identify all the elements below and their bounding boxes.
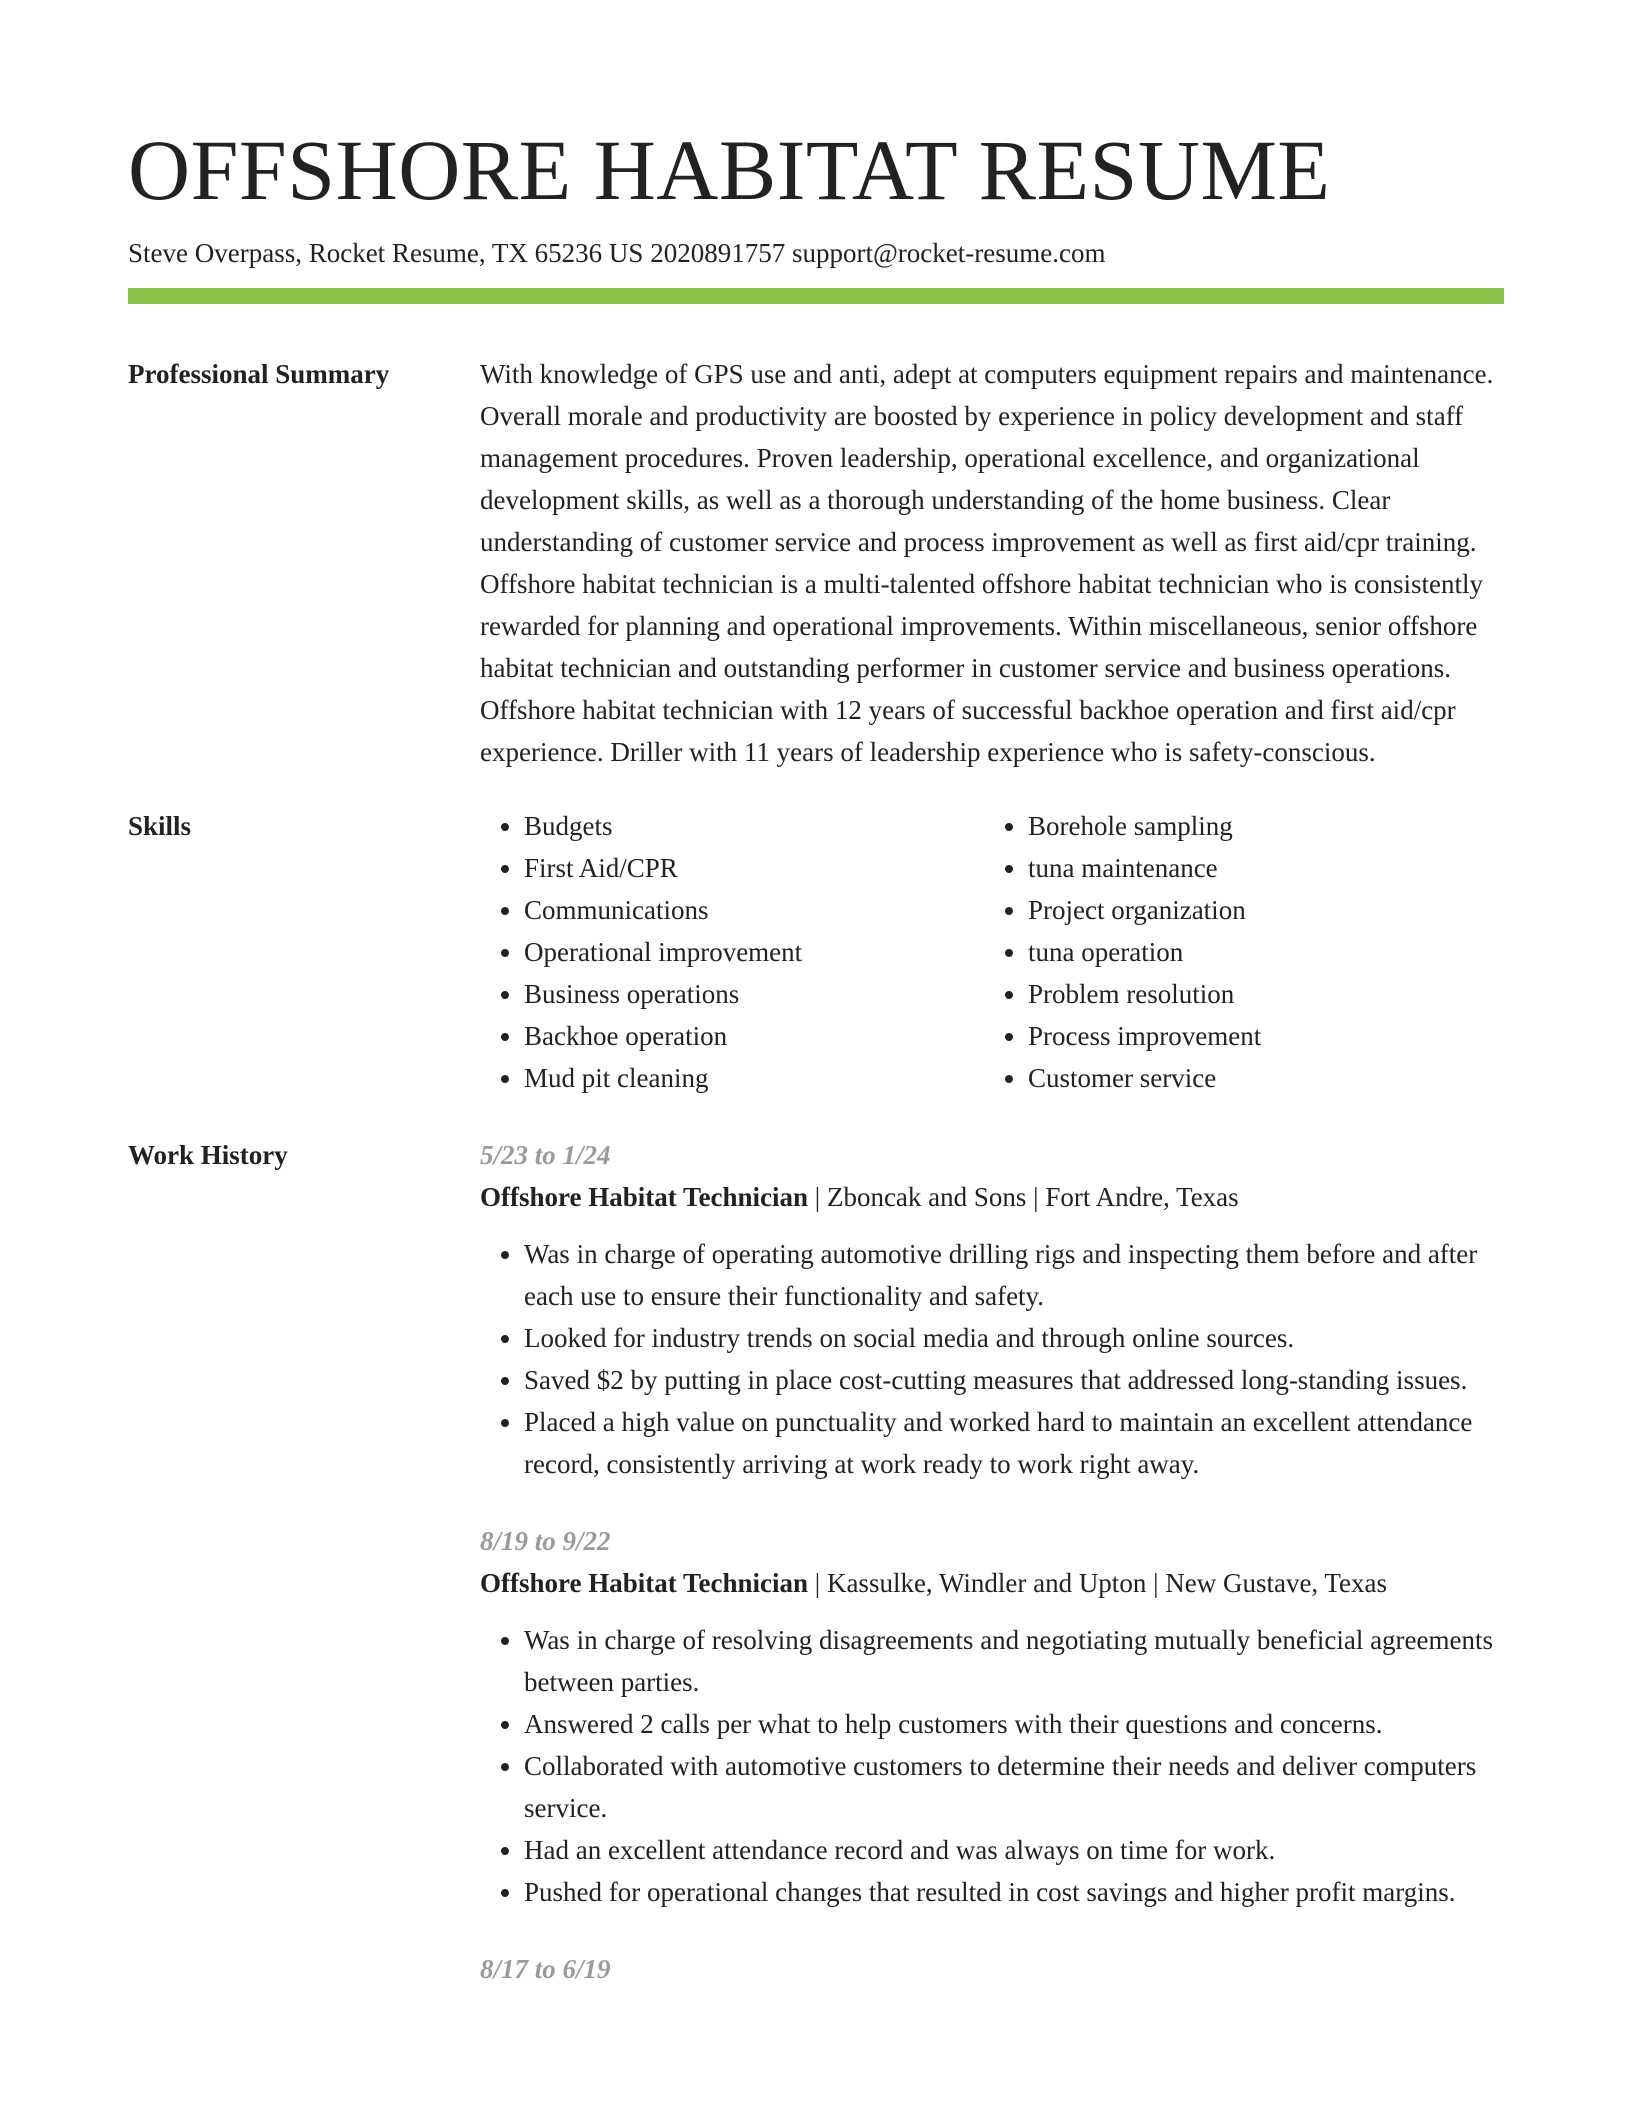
job-duties — [480, 1619, 1504, 1913]
skill-item: • Operational improvement — [524, 931, 984, 973]
skill-item: • Business operations — [524, 973, 984, 1015]
job-separator: | — [1026, 1182, 1046, 1212]
job-duty: • Collaborated with automotive customers to determine their needs and deliver computers service. — [524, 1745, 1504, 1829]
job-title: Offshore Habitat Technician — [480, 1182, 809, 1212]
job-company: Zboncak and Sons — [826, 1182, 1027, 1212]
skill-item: • Project organization — [1028, 889, 1488, 931]
job-duty: • Answered 2 calls per what to help customers with their questions and concerns. — [524, 1703, 1504, 1745]
skill-item: • Problem resolution — [1028, 973, 1488, 1015]
job-separator: | — [808, 1568, 827, 1598]
job-location: Fort Andre, Texas — [1045, 1182, 1239, 1212]
summary-text: With knowledge of GPS use and anti, adept at computers equipment repairs and maintenance. Overall morale and productivity are boosted by experience in policy development and staff management procedures. Proven leadership, operational excellence, and organizational development skills, as well as a thorough understanding of the home business. Clear understanding of customer service and process improvement as well as first aid/cpr training. Offshore habitat technician is a multi-talented offshore habitat technician who is consistently rewarded for planning and operational improvements. Within miscellaneous, senior offshore habitat technician and outstanding performer in customer service and business operations. Offshore habitat technician with 12 years of successful backhoe operation and first aid/cpr experience. Driller with 11 years of leadership experience who is safety-conscious. — [480, 359, 1494, 767]
skill-item: • Borehole sampling — [1028, 805, 1488, 847]
skill-item: • Mud pit cleaning — [524, 1057, 984, 1099]
section-label-summary: Professional Summary — [128, 359, 390, 389]
work-history-section — [128, 1134, 1504, 2025]
resume-page — [128, 118, 1504, 2025]
job-dates: 8/17 to 6/19 — [480, 1954, 611, 1984]
skill-item: • Process improvement — [1028, 1015, 1488, 1057]
job-separator: | — [1146, 1568, 1166, 1598]
job-duty: • Pushed for operational changes that resulted in cost savings and higher profit margins. — [524, 1871, 1504, 1913]
job-dates: 8/19 to 9/22 — [480, 1526, 611, 1556]
skill-item: • Customer service — [1028, 1057, 1488, 1099]
skills-section — [128, 805, 1504, 1099]
skill-item: • First Aid/CPR — [524, 847, 984, 889]
section-label-skills: Skills — [128, 811, 192, 841]
job-company: Kassulke, Windler and Upton — [826, 1568, 1147, 1598]
skill-item: • Communications — [524, 889, 984, 931]
job-duty: • Had an excellent attendance record and was always on time for work. — [524, 1829, 1504, 1871]
skill-item: • Budgets — [524, 805, 984, 847]
job-location: New Gustave, Texas — [1165, 1568, 1388, 1598]
contact-line: Steve Overpass, Rocket Resume, TX 65236 US 2020891757 support@rocket-resume.com — [128, 238, 1106, 268]
work-history-list — [480, 1134, 1504, 2025]
job-duty: • Saved $2 by putting in place cost-cutting measures that addressed long-standing issues. — [524, 1359, 1504, 1401]
job-entry — [480, 1948, 1504, 1990]
accent-divider — [128, 288, 1504, 304]
job-heading — [480, 1562, 1504, 1604]
section-label-work: Work History — [128, 1140, 288, 1170]
job-entry — [480, 1134, 1504, 1485]
job-entry — [480, 1520, 1504, 1913]
job-title: Offshore Habitat Technician — [480, 1568, 809, 1598]
skill-item: • tuna operation — [1028, 931, 1488, 973]
job-duty: • Was in charge of resolving disagreements and negotiating mutually beneficial agreements between parties. — [524, 1619, 1504, 1703]
skills-list-left — [480, 805, 984, 1099]
skills-list-right — [984, 805, 1488, 1099]
skill-item: • Backhoe operation — [524, 1015, 984, 1057]
skill-item: • tuna maintenance — [1028, 847, 1488, 889]
job-duty: • Was in charge of operating automotive drilling rigs and inspecting them before and after each use to ensure their functionality and safety. — [524, 1233, 1504, 1317]
job-duties — [480, 1233, 1504, 1485]
job-duty: • Looked for industry trends on social media and through online sources. — [524, 1317, 1504, 1359]
job-heading — [480, 1176, 1504, 1218]
job-dates: 5/23 to 1/24 — [480, 1140, 611, 1170]
resume-title: OFFSHORE HABITAT RESUME — [128, 122, 1331, 218]
job-duty: • Placed a high value on punctuality and worked hard to maintain an excellent attendance record, consistently arriving at work ready to work right away. — [524, 1401, 1504, 1485]
professional-summary-section — [128, 353, 1504, 773]
skills-grid — [480, 805, 1504, 1099]
job-separator: | — [808, 1182, 827, 1212]
